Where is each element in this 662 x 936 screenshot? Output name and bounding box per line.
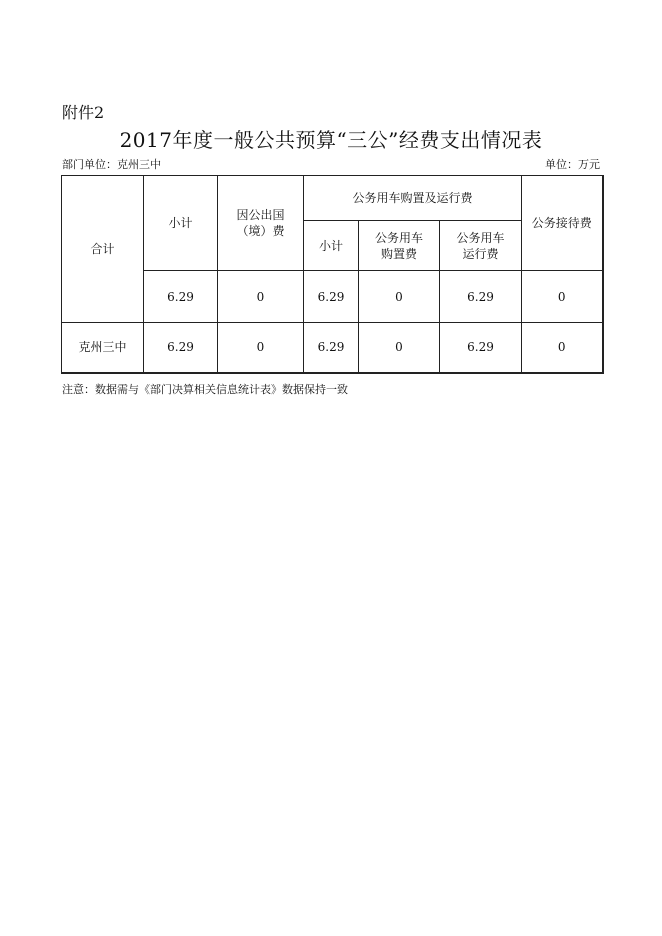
row-subtotal-cell: 6.29 <box>144 323 218 373</box>
header-vehicle-purchase-text: 公务用车购置费 <box>374 230 423 261</box>
row-name-cell: 克州三中 <box>62 323 144 373</box>
budget-table <box>61 175 604 374</box>
header-vehicle-group: 公务用车购置及运行费 <box>304 176 522 221</box>
header-vehicle-operation <box>440 221 522 271</box>
row-reception-cell: 0 <box>522 323 603 373</box>
unit-label: 单位：万元 <box>545 158 600 171</box>
footnote: 注意：数据需与《部门决算相关信息统计表》数据保持一致 <box>62 383 348 396</box>
total-reception-cell: 0 <box>522 271 603 323</box>
total-vehicle-purchase-cell: 0 <box>359 271 440 323</box>
attachment-label: 附件2 <box>62 103 105 122</box>
row-vehicle-purchase-cell: 0 <box>359 323 440 373</box>
page-title: 2017年度一般公共预算“三公”经费支出情况表 <box>119 128 543 152</box>
department-label: 部门单位：克州三中 <box>62 158 161 171</box>
header-vehicle-purchase <box>359 221 440 271</box>
header-vehicle-operation-text: 公务用车运行费 <box>456 230 505 261</box>
row-vehicle-operation-cell: 6.29 <box>440 323 522 373</box>
row-vehicle-subtotal-cell: 6.29 <box>304 323 359 373</box>
total-row <box>62 271 603 323</box>
table-row <box>62 323 603 373</box>
header-vehicle-subtotal: 小计 <box>304 221 359 271</box>
total-vehicle-operation-cell: 6.29 <box>440 271 522 323</box>
header-reception: 公务接待费 <box>522 176 603 271</box>
total-vehicle-subtotal-cell: 6.29 <box>304 271 359 323</box>
header-total: 合计 <box>62 176 144 323</box>
total-subtotal-cell: 6.29 <box>144 271 218 323</box>
total-overseas-cell: 0 <box>218 271 304 323</box>
header-subtotal: 小计 <box>144 176 218 271</box>
header-overseas <box>218 176 304 271</box>
row-overseas-cell: 0 <box>218 323 304 373</box>
header-overseas-text: 因公出国（境）费 <box>236 208 285 238</box>
